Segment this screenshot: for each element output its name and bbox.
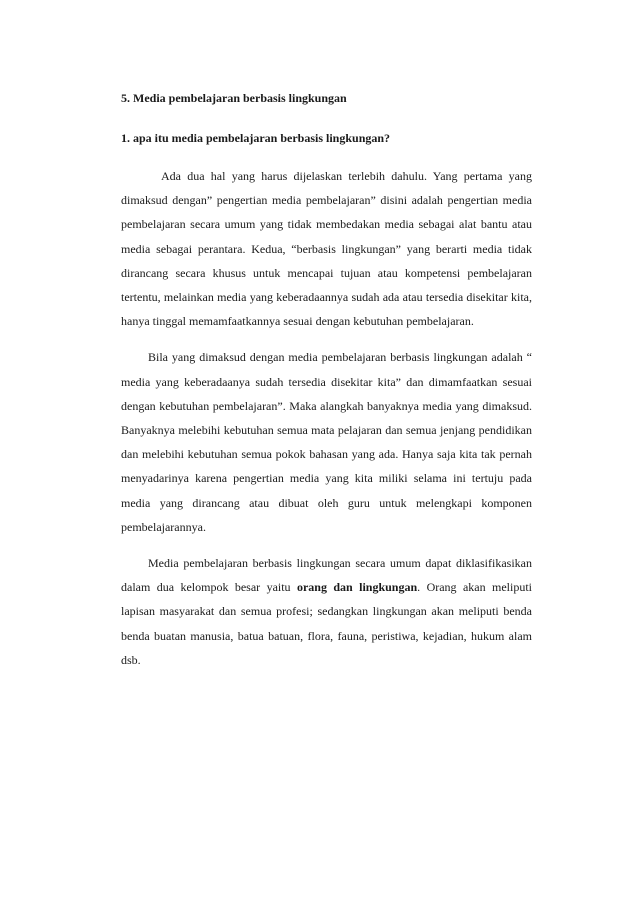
paragraph-3-bold-phrase: orang dan lingkungan — [296, 580, 418, 595]
document-page — [121, 86, 532, 684]
paragraph-1: Ada dua hal yang harus dijelaskan terlebih dahulu. Yang pertama yang dimaksud dengan” pengertian media pembelajaran” disini adalah pengertian media pembelajaran secara umum yang tidak membedakan media sebagai alat bantu atau media sebagai perantara. Kedua, “berbasis lingkungan” yang berarti media tidak dirancang secara khusus untuk mencapai tujuan atau kompetensi pembelajaran tertentu, melainkan media yang keberadaannya sudah ada atau tersedia disekitar kita, hanya tinggal memamfaatkannya sesuai dengan kebutuhan pembelajaran. — [121, 169, 532, 329]
paragraph-3-text-end: . Orang akan meliputi lapisan masyarakat dan semua profesi; sedangkan lingkungan akan meliputi benda benda buatan manusia, batua batuan, flora, fauna, peristiwa, kejadian, hukum alam dsb. — [121, 580, 533, 667]
paragraph-3-text-start: Media pembelajaran berbasis lingkungan secara umum dapat diklasifikasikan dalam dua kelompok besar yaitu — [121, 556, 532, 595]
paragraph-3 — [121, 551, 532, 672]
question-heading: 1. apa itu media pembelajaran berbasis lingkungan? — [121, 131, 391, 145]
section-heading: 5. Media pembelajaran berbasis lingkungan — [121, 91, 347, 105]
paragraph-2: Bila yang dimaksud dengan media pembelajaran berbasis lingkungan adalah “ media yang keberadaanya sudah tersedia disekitar kita” dan dimamfaatkan sesuai dengan kebutuhan pembelajaran”. Maka alangkah banyaknya media yang dimaksud. Banyaknya melebihi kebutuhan semua mata pelajaran dan semua jenjang pendidikan dan melebihi kebutuhan semua pokok bahasan yang ada. Hanya saja kita tak pernah menyadarinya karena pengertian media yang kita miliki selama ini tertuju pada media yang dirancang atau dibuat oleh guru untuk melengkapi komponen pembelajarannya. — [121, 350, 532, 534]
